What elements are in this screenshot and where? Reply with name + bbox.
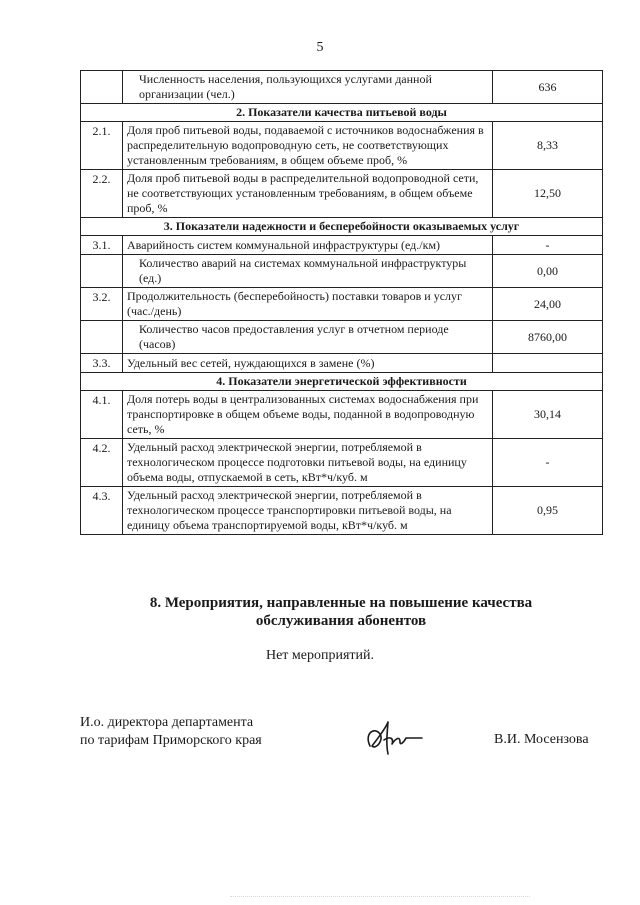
indicator-description: Удельный расход электрической энергии, потребляемой в технологическом процессе транспортировки питьевой воды, на единицу объема транспортируемой воды, кВт*ч/куб. м [123, 487, 493, 535]
indicator-value: 12,50 [493, 170, 603, 218]
indicator-value: - [493, 236, 603, 255]
indicator-description: Доля проб питьевой воды в распределительной водопроводной сети, не соответствующих установленным требованиям, в общем объеме проб, % [123, 170, 493, 218]
indicator-value: 30,14 [493, 391, 603, 439]
table-section-row [81, 104, 603, 122]
signer-name: В.И. Мосензова [494, 732, 589, 747]
table-row [81, 321, 603, 354]
row-number [81, 321, 123, 354]
table-section-row [81, 218, 603, 236]
table-row [81, 236, 603, 255]
table-row [81, 439, 603, 487]
row-number [81, 255, 123, 288]
table-row [81, 487, 603, 535]
signer-title-line2: по тарифам Приморского края [80, 733, 262, 748]
indicator-value: 8,33 [493, 122, 603, 170]
indicator-value: 0,95 [493, 487, 603, 535]
table-row [81, 391, 603, 439]
table-section-row [81, 373, 603, 391]
section-title: 4. Показатели энергетической эффективности [81, 373, 603, 391]
table-row [81, 170, 603, 218]
table-row [81, 288, 603, 321]
row-number: 3.1. [81, 236, 123, 255]
indicator-description: Численность населения, пользующихся услугами данной организации (чел.) [123, 71, 493, 104]
row-number: 3.2. [81, 288, 123, 321]
section-8-heading-line2: обслуживания абонентов [255, 613, 427, 629]
page-number: 5 [316, 40, 324, 55]
indicator-description: Удельный расход электрической энергии, потребляемой в технологическом процессе подготовки питьевой воды, на единицу объема воды, отпускаемой в сеть, кВт*ч/куб. м [123, 439, 493, 487]
section-title: 2. Показатели качества питьевой воды [81, 104, 603, 122]
signer-title-line1: И.о. директора департамента [80, 715, 254, 730]
table-row [81, 122, 603, 170]
page-bottom-trace [230, 896, 530, 897]
indicator-value: 8760,00 [493, 321, 603, 354]
signer-title [80, 714, 262, 750]
row-number: 4.3. [81, 487, 123, 535]
indicator-description: Аварийность систем коммунальной инфраструктуры (ед./км) [123, 236, 493, 255]
indicator-value: - [493, 439, 603, 487]
row-number: 2.2. [81, 170, 123, 218]
indicator-description: Количество аварий на системах коммунальной инфраструктуры (ед.) [123, 255, 493, 288]
indicator-value: 0,00 [493, 255, 603, 288]
indicator-description: Удельный вес сетей, нуждающихся в замене (%) [123, 354, 493, 373]
indicators-table-body [81, 71, 603, 535]
section-8-heading [80, 594, 602, 630]
indicator-value: 636 [493, 71, 603, 104]
indicator-description: Доля потерь воды в централизованных системах водоснабжения при транспортировке в общем объеме воды, поданной в водопроводную сеть, % [123, 391, 493, 439]
section-title: 3. Показатели надежности и бесперебойности оказываемых услуг [81, 218, 603, 236]
row-number: 4.2. [81, 439, 123, 487]
section-8-heading-line1: 8. Мероприятия, направленные на повышение качества [149, 595, 533, 611]
indicator-description: Количество часов предоставления услуг в отчетном периоде (часов) [123, 321, 493, 354]
row-number: 4.1. [81, 391, 123, 439]
row-number [81, 71, 123, 104]
indicators-table [80, 70, 603, 535]
indicator-value: 24,00 [493, 288, 603, 321]
indicator-description: Продолжительность (бесперебойность) поставки товаров и услуг (час./день) [123, 288, 493, 321]
row-number: 3.3. [81, 354, 123, 373]
table-row [81, 255, 603, 288]
table-row [81, 354, 603, 373]
table-row [81, 71, 603, 104]
indicator-value [493, 354, 603, 373]
row-number: 2.1. [81, 122, 123, 170]
handwritten-signature [360, 712, 430, 762]
section-8-body: Нет мероприятий. [265, 648, 375, 663]
indicator-description: Доля проб питьевой воды, подаваемой с источников водоснабжения в распределительную водопроводную сеть, не соответствующих установленным требованиям, в общем объеме проб, % [123, 122, 493, 170]
